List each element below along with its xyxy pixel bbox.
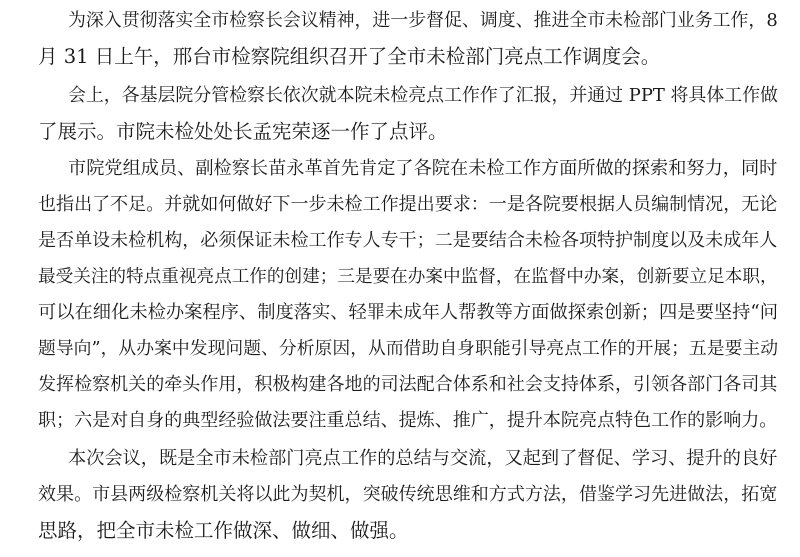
paragraph-4-line-1: 本次会议，既是全市未检部门亮点工作的总结与交流，又起到了督促、学习、提升的良好 xyxy=(68,448,778,469)
paragraph-1-line-1: 为深入贯彻落实全市检察长会议精神，进一步督促、调度、推进全市未检部门业务工作，8 xyxy=(68,10,778,31)
paragraph-3-line-3: 是否单设未检机构，必须保证未检工作专人专干；二是要结合未检各项特护制度以及未成年人 xyxy=(38,230,778,251)
paragraph-3-line-2: 也指出了不足。并就如何做好下一步未检工作提出要求：一是各院要根据人员编制情况，无论 xyxy=(38,194,778,215)
paragraph-4-line-3: 思路，把全市未检工作做深、做细、做强。 xyxy=(38,519,409,542)
paragraph-3-line-1: 市院党组成员、副检察长苗永革首先肯定了各院在未检工作方面所做的探索和努力，同时 xyxy=(68,158,778,179)
paragraph-2-line-2: 了展示。市院未检处处长孟宪荣逐一作了点评。 xyxy=(38,120,448,143)
paragraph-1-line-2: 月 31 日上午，邢台市检察院组织召开了全市未检部门亮点工作调度会。 xyxy=(38,45,661,68)
paragraph-3-line-4: 最受关注的特点重视亮点工作的创建；三是要在办案中监督，在监督中办案，创新要立足本职， xyxy=(38,267,778,287)
paragraph-3-line-7: 发挥检察机关的牵头作用，积极构建各地的司法配合体系和社会支持体系，引领各部门各司其 xyxy=(38,374,778,395)
paragraph-3-line-8: 职；六是对自身的典型经验做法要注重总结、提炼、推广，提升本院亮点特色工作的影响力。 xyxy=(38,410,778,431)
paragraph-4-line-2: 效果。市县两级检察机关将以此为契机，突破传统思维和方式方法，借鉴学习先进做法，拓宽 xyxy=(38,484,778,505)
paragraph-3-line-6: 题导向”，从办案中发现问题、分析原因，从而借助自身职能引导亮点工作的开展；五是要主动 xyxy=(38,338,779,359)
paragraph-2-line-1: 会上，各基层院分管检察长依次就本院未检亮点工作作了汇报，并通过 PPT 将具体工作做 xyxy=(68,85,778,106)
paragraph-3-line-5: 可以在细化未检办案程序、制度落实、轻罪未成年人帮教等方面做探索创新；四是要坚持“问 xyxy=(38,302,778,323)
